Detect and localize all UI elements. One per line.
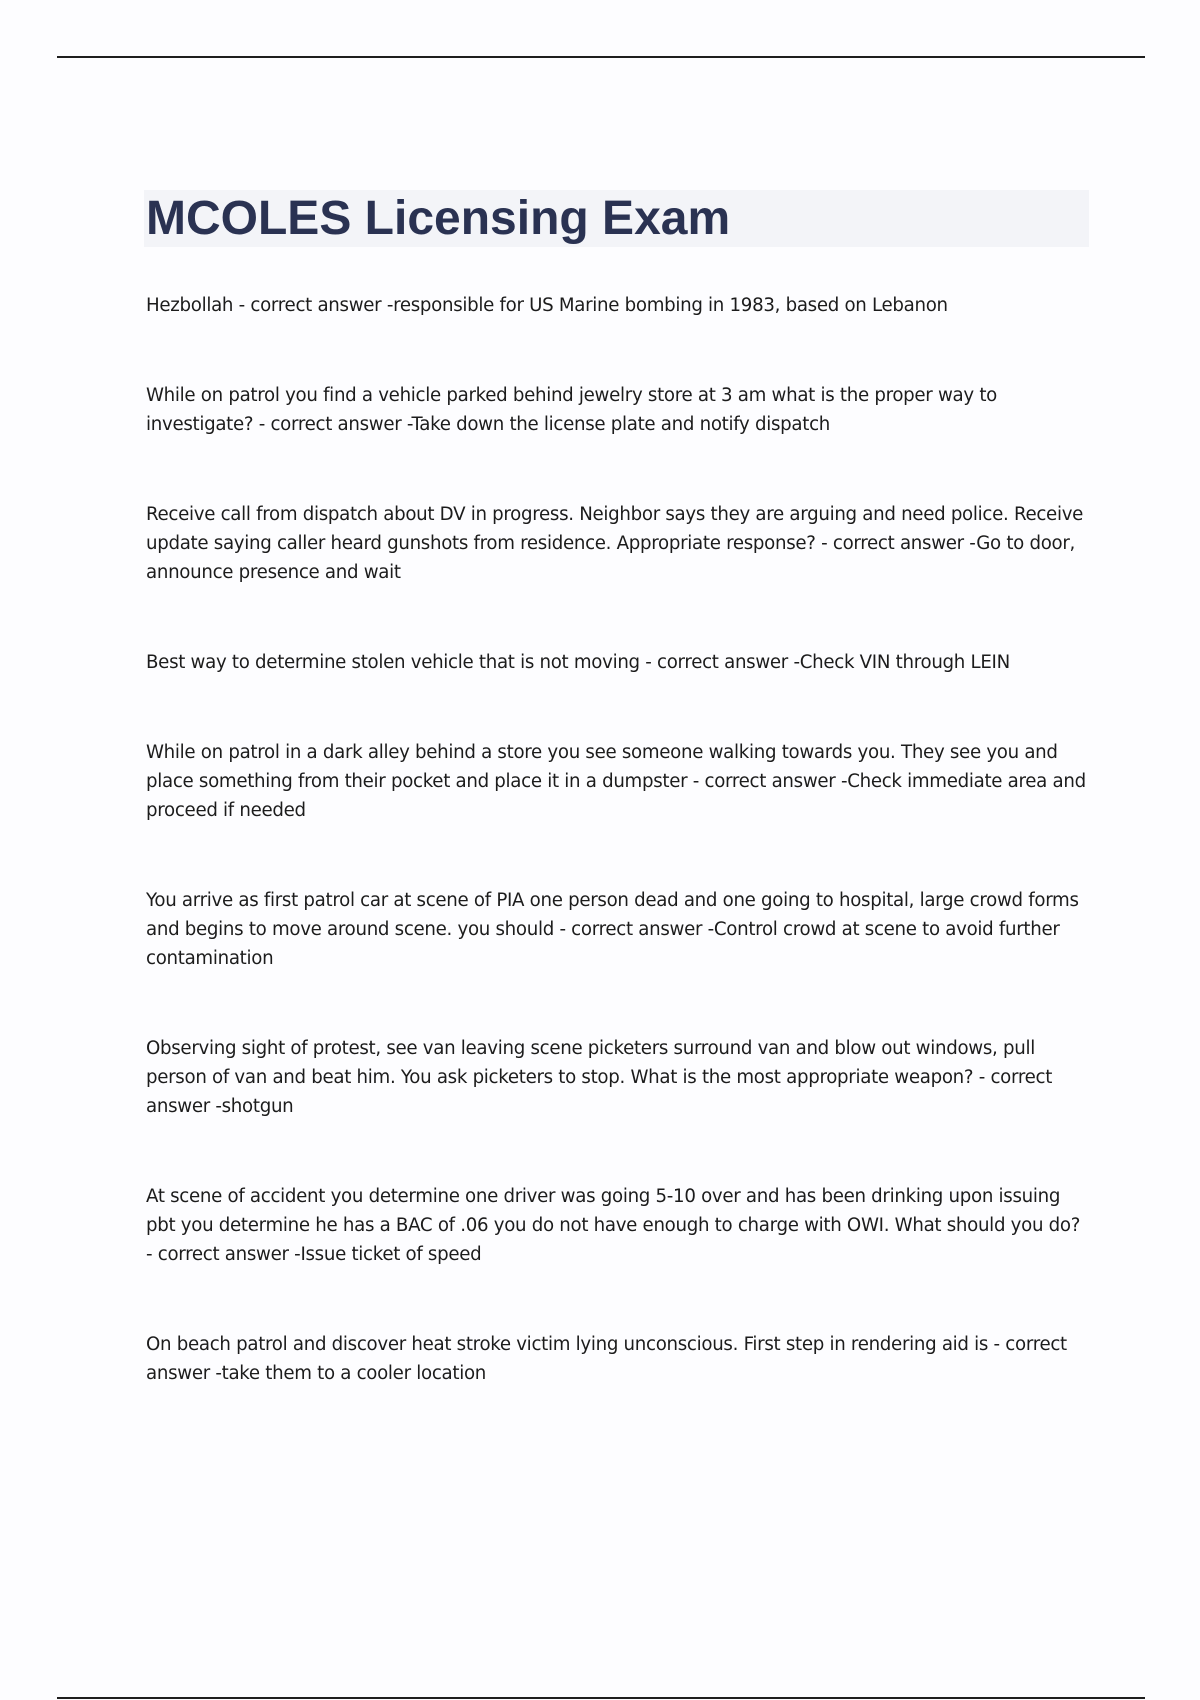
question-answer-list bbox=[146, 291, 1091, 1449]
header-rule bbox=[57, 56, 1145, 58]
qa-item-vehicle-jewelry-store: While on patrol you find a vehicle parked behind jewelry store at 3 am what is the proper way to investigate? - correct answer -Take down the license plate and notify dispatch bbox=[146, 385, 997, 435]
qa-item-dv-in-progress: Receive call from dispatch about DV in progress. Neighbor says they are arguing and need police. Receive update saying caller heard gunshots from residence. Appropriate response? - correct answer -Go to door, announce presence and wait bbox=[146, 504, 1084, 583]
qa-item-protest-weapon: Observing sight of protest, see van leaving scene picketers surround van and blow out windows, pull person of van and beat him. You ask picketers to stop. What is the most appropriate weapon? - correct answer -shotgun bbox=[146, 1038, 1053, 1117]
document-title: MCOLES Licensing Exam bbox=[146, 192, 731, 245]
qa-item-heat-stroke: On beach patrol and discover heat stroke victim lying unconscious. First step in rendering aid is - correct answer -take them to a cooler location bbox=[146, 1334, 1067, 1384]
qa-item-stolen-vehicle: Best way to determine stolen vehicle that is not moving - correct answer -Check VIN through LEIN bbox=[146, 652, 1010, 673]
qa-item-dark-alley: While on patrol in a dark alley behind a store you see someone walking towards you. They see you and place something from their pocket and place it in a dumpster - correct answer -Check immediate area and proceed if needed bbox=[146, 742, 1086, 821]
qa-item-accident-bac: At scene of accident you determine one driver was going 5-10 over and has been drinking upon issuing pbt you determine he has a BAC of .06 you do not have enough to charge with OWI. What should you do? - correct answer -Issue ticket of speed bbox=[146, 1186, 1081, 1265]
footer-rule bbox=[57, 1697, 1145, 1699]
qa-item-hezbollah: Hezbollah - correct answer -responsible for US Marine bombing in 1983, based on Lebanon bbox=[146, 295, 948, 316]
qa-item-pia-crowd: You arrive as first patrol car at scene of PIA one person dead and one going to hospital, large crowd forms and begins to move around scene. you should - correct answer -Control crowd at scene to avoid further contamination bbox=[146, 890, 1079, 969]
